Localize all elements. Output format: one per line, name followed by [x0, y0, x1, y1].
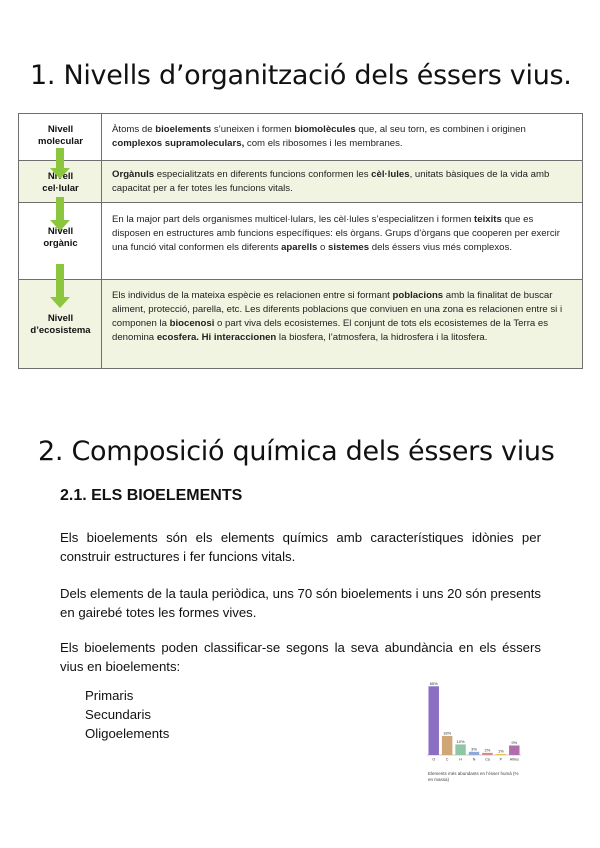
text-run: En la major part dels organismes multicel·lulars, les cèl·lules s’especialitzen i formen	[112, 214, 475, 225]
chart-bar	[469, 752, 479, 755]
chart-value-label: 10%	[456, 738, 465, 744]
section-2-title: 2. Composició química dels éssers vius	[38, 436, 555, 467]
bold-term: aparells	[281, 242, 318, 253]
text-run: dels éssers vius més complexos.	[369, 242, 512, 253]
bold-term: teixits	[474, 214, 502, 225]
level-label-line1: Nivell	[47, 313, 74, 324]
chart-category-label: C	[445, 757, 449, 762]
bioelements-bar-chart	[424, 675, 525, 783]
level-description	[112, 213, 574, 255]
chart-bar	[482, 753, 492, 755]
chart-bar	[496, 754, 506, 755]
text-run: , unitats bàsiques de la vida amb capacitat per a fer totes les funcions vitals.	[112, 169, 550, 194]
level-label-line1: Nivell	[47, 171, 74, 182]
level-label-line2: orgànic	[43, 238, 78, 249]
chart-category-label: Altres	[509, 757, 519, 762]
section-1-title: 1. Nivells d’organització dels éssers vius.	[30, 60, 572, 91]
list-item: Oligoelements	[85, 726, 170, 741]
chart-category-label: O	[432, 757, 436, 762]
chart-value-label: 65%	[429, 680, 438, 686]
subsection-heading: 2.1. ELS BIOELEMENTS	[60, 487, 243, 504]
text-run: s’uneixen i formen	[211, 124, 295, 135]
text-run: que es disposen en estructures amb funcions específiques: els òrgans. Grups d’òrgans que cooperen per exercir una funció vital conformen els diferents	[112, 214, 560, 253]
level-label-line1: Nivell	[47, 124, 74, 135]
down-arrow-icon	[53, 197, 67, 231]
level-label-line2: molecular	[38, 136, 83, 147]
chart-category-label: N	[472, 757, 476, 762]
bold-term: ecosfera.	[156, 332, 199, 343]
paragraph-classification: Els bioelements poden classificar-se segons la seva abundància en els éssers vius en bioelements:	[60, 640, 541, 674]
level-label-line2: d’ecosistema	[30, 325, 91, 336]
chart-bar	[455, 744, 465, 755]
level-row-organic	[19, 203, 582, 280]
chart-value-label: 9%	[511, 739, 518, 745]
bold-term: complexos supramoleculars,	[112, 138, 245, 149]
chart-caption: Elements més abundants en l’ésser humà (% en massa)	[428, 771, 519, 782]
paragraph-definition: Els bioelements són els elements químics amb característiques idònies per construir estructures i fer funcions vitals.	[60, 530, 541, 564]
text-run: com els ribosomes i les membranes.	[244, 138, 403, 149]
bold-term: sistemes	[328, 242, 370, 253]
level-row-ecosystem	[19, 280, 582, 368]
bold-term: Orgànuls	[112, 169, 155, 180]
paragraph-periodic-table: Dels elements de la taula periòdica, uns 70 són bioelements i uns 20 són presents en gairebé totes les formes vives.	[60, 586, 541, 620]
bioelement-classes-list	[85, 686, 169, 743]
text-run: especialitzats en diferents funcions conformen les	[154, 169, 372, 180]
bold-term: Hi interaccionen	[201, 332, 277, 343]
down-arrow-icon	[53, 264, 67, 308]
text-run: Els individus de la mateixa espècie es relacionen entre si formant	[112, 290, 393, 301]
bold-term: bioelements	[155, 124, 212, 135]
bold-term: cèl·lules	[371, 169, 410, 180]
list-item: Primaris	[85, 688, 134, 703]
text-run: la biosfera, l’atmosfera, la hidrosfera i la litosfera.	[276, 332, 488, 343]
text-run: o part viva dels ecosistemes. El conjunt de tots els ecosistemes de la Terra es denomina	[112, 318, 549, 343]
chart-bar	[509, 745, 519, 755]
level-description	[112, 168, 574, 196]
text-run: Àtoms de	[112, 124, 156, 135]
level-description	[112, 123, 574, 151]
chart-category-label: H	[459, 757, 462, 762]
chart-value-label: 2%	[484, 747, 491, 753]
level-row-cellular	[19, 161, 582, 203]
chart-category-label: P	[499, 757, 503, 762]
text-run: o	[317, 242, 329, 253]
level-row-molecular	[19, 114, 582, 161]
level-label-line1: Nivell	[47, 226, 74, 237]
chart-value-label: 3%	[471, 746, 477, 752]
level-label-line2: cel·lular	[42, 183, 79, 194]
down-arrow-icon	[53, 148, 67, 179]
level-description	[112, 289, 574, 345]
chart-bar	[428, 686, 438, 755]
bold-term: poblacions	[392, 290, 444, 301]
organization-levels-table	[18, 113, 583, 369]
bold-term: biomolècules	[294, 124, 356, 135]
chart-value-label: 1%	[497, 748, 504, 754]
chart-bar	[442, 736, 452, 755]
text-run: que, al seu torn, es combinen i originen	[355, 124, 526, 135]
chart-category-label: Ca	[485, 757, 490, 762]
text-run: amb la finalitat de buscar aliment, protecció, parella, etc. Les diferents poblacions que conviuen en una zona es relacionen entre si i componen la	[112, 290, 563, 329]
chart-value-label: 18%	[443, 730, 452, 736]
bold-term: biocenosi	[169, 318, 215, 329]
list-item: Secundaris	[85, 707, 151, 722]
